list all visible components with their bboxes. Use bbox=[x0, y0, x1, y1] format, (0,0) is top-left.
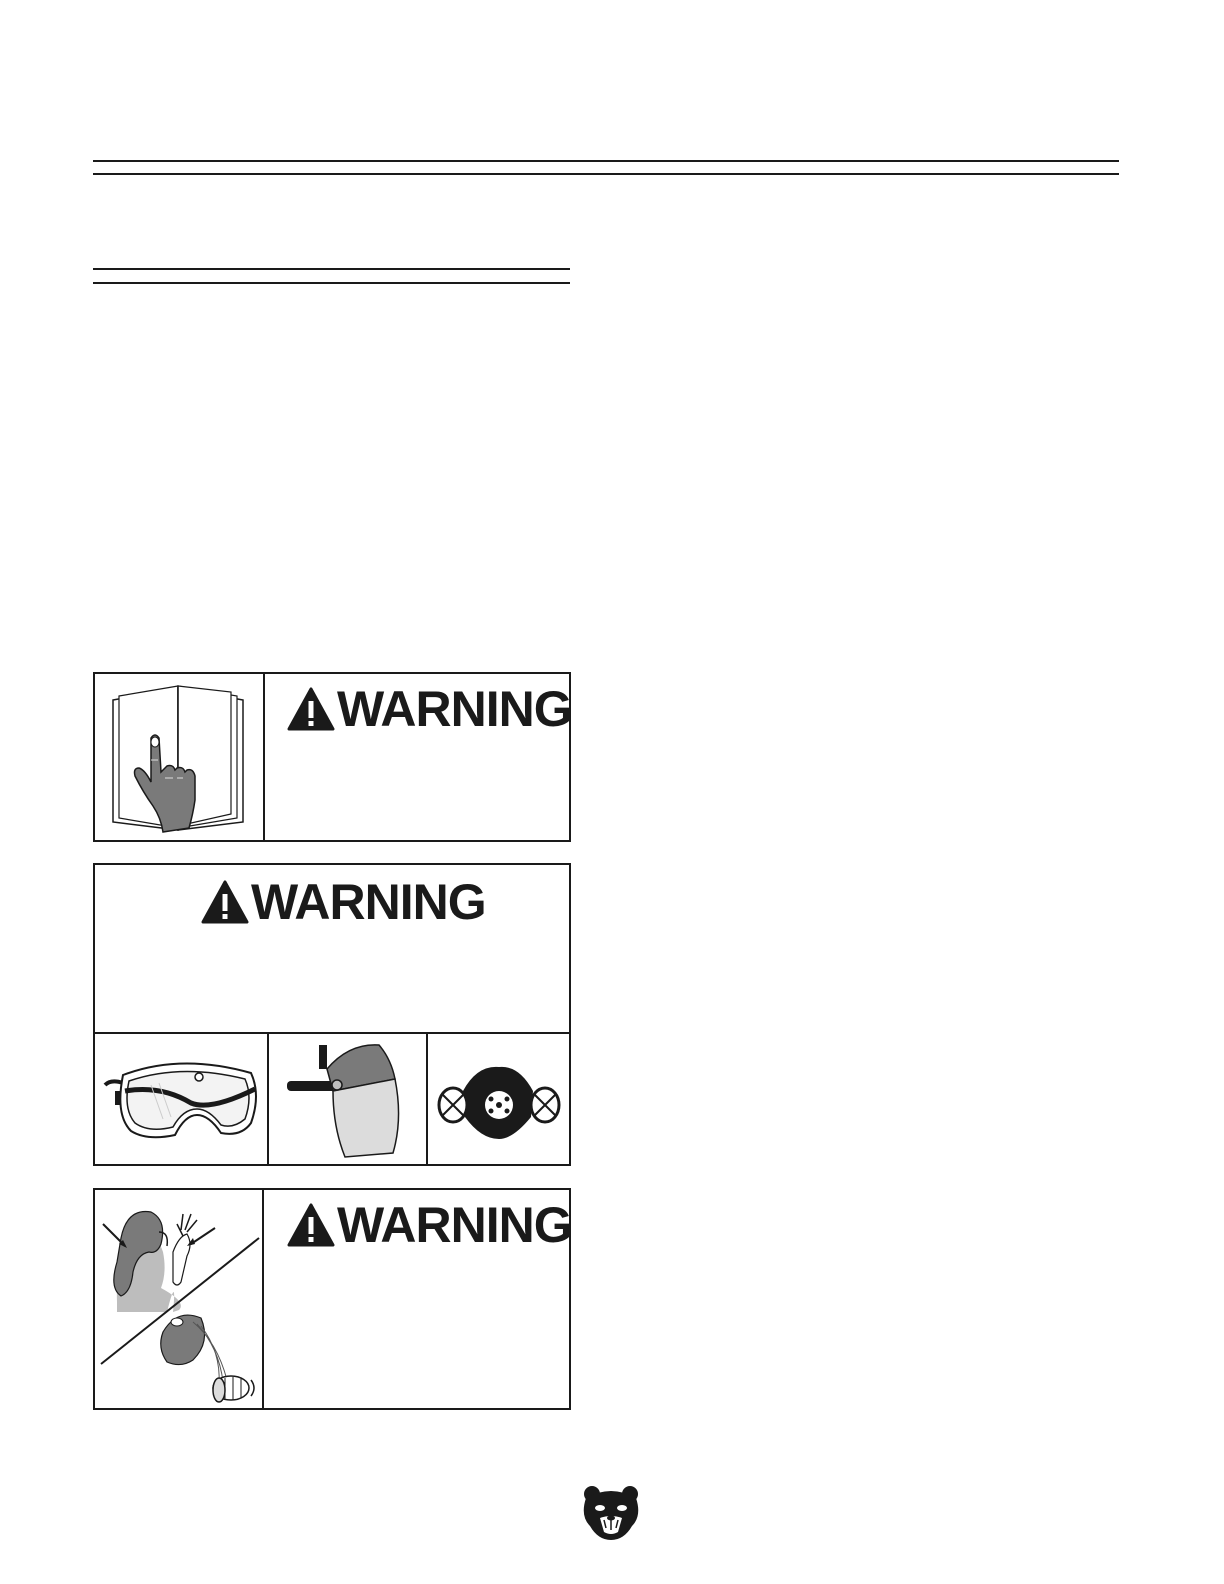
ppe-divider-2 bbox=[426, 1032, 428, 1164]
clothing-warning-title bbox=[287, 1197, 572, 1253]
ppe-warning-box bbox=[93, 863, 571, 1166]
warning-triangle-icon bbox=[201, 880, 249, 924]
open-manual-pointing-hand-icon bbox=[103, 680, 253, 841]
warning-label: WARNING bbox=[337, 1197, 572, 1253]
ppe-divider-1 bbox=[267, 1032, 269, 1164]
respirator-mask-icon bbox=[433, 1061, 563, 1146]
bear-head-logo bbox=[580, 1484, 642, 1547]
header-rule-bottom bbox=[93, 173, 1119, 175]
ppe-warning-title bbox=[201, 874, 486, 930]
section-rule-bottom bbox=[93, 282, 570, 284]
section-rule-top bbox=[93, 268, 570, 270]
hair-entanglement-icon bbox=[97, 1192, 261, 1411]
manual-warning-divider bbox=[263, 674, 265, 840]
header-rule-top bbox=[93, 160, 1119, 162]
clothing-warning-box bbox=[93, 1188, 571, 1410]
warning-triangle-icon bbox=[287, 687, 335, 731]
warning-label: WARNING bbox=[337, 681, 572, 737]
clothing-warning-divider bbox=[262, 1190, 264, 1408]
manual-warning-title bbox=[287, 681, 572, 737]
ppe-warning-hdivider bbox=[95, 1032, 569, 1034]
safety-goggles-icon bbox=[101, 1045, 261, 1155]
warning-label: WARNING bbox=[251, 874, 486, 930]
warning-triangle-icon bbox=[287, 1203, 335, 1247]
face-shield-icon bbox=[279, 1039, 419, 1164]
manual-warning-box bbox=[93, 672, 571, 842]
